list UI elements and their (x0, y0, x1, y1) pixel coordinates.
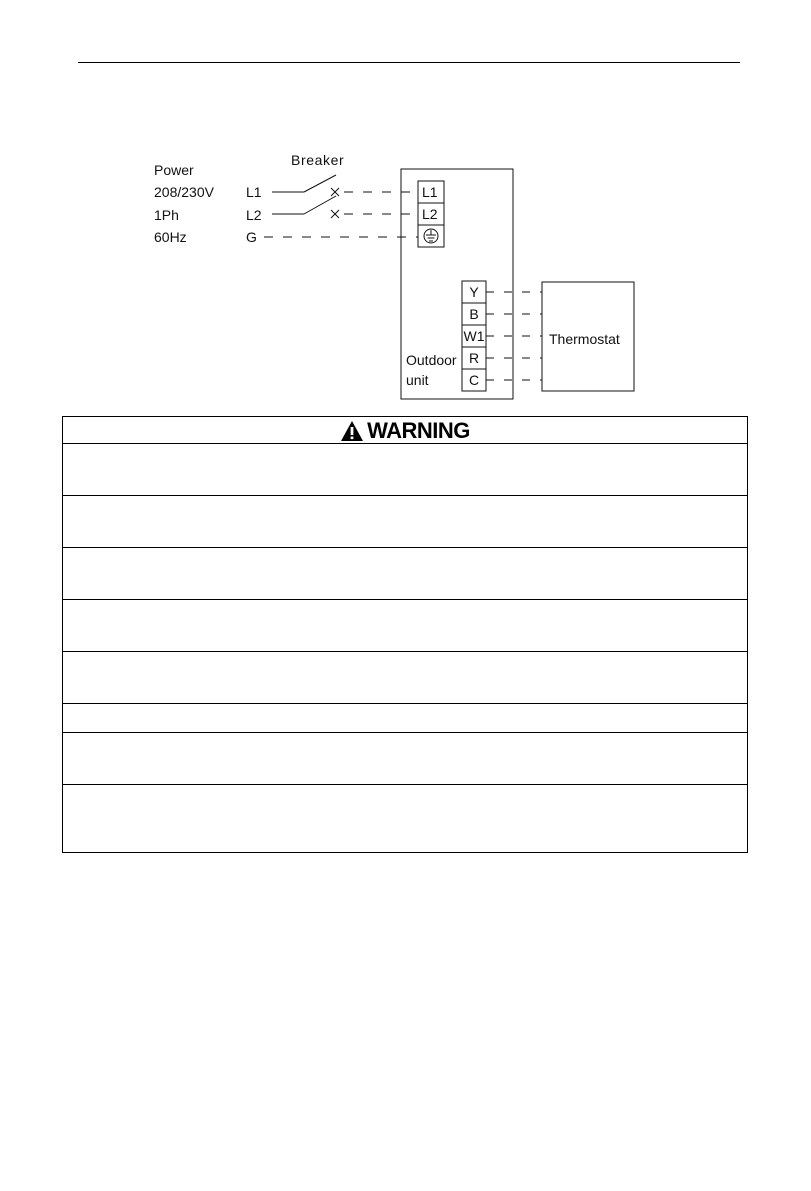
voltage-label: 208/230V (154, 184, 214, 200)
warning-row (63, 785, 748, 853)
terminal-c-label: C (468, 372, 480, 388)
line-l2-label: L2 (246, 207, 262, 223)
warning-row (63, 496, 748, 548)
warning-table (62, 416, 748, 853)
line-ground-label: G (246, 229, 257, 245)
ground-icon (424, 229, 438, 243)
power-label: Power (154, 162, 194, 178)
thermostat-wires (486, 292, 542, 380)
warning-row (63, 444, 748, 496)
terminal-ground (418, 225, 444, 247)
terminal-l2-label: L2 (422, 206, 438, 222)
warning-triangle-icon (340, 420, 364, 442)
terminal-l1-label: L1 (422, 184, 438, 200)
breaker-label: Breaker (291, 152, 345, 168)
warning-row (63, 652, 748, 704)
terminal-r-label: R (468, 350, 480, 366)
breaker-switch-l1 (272, 175, 418, 196)
line-l1-label: L1 (246, 184, 262, 200)
frequency-label: 60Hz (154, 229, 187, 245)
thermostat-label: Thermostat (549, 331, 620, 347)
wiring-diagram (0, 0, 811, 410)
warning-row (63, 548, 748, 600)
outdoor-unit-label-line2: unit (406, 372, 429, 388)
terminal-y-label: Y (469, 284, 479, 300)
warning-row (63, 600, 748, 652)
warning-row (63, 733, 748, 785)
outdoor-unit-label: Outdoor (406, 352, 457, 368)
breaker-switch-l2 (272, 196, 418, 218)
terminal-b-label: B (469, 306, 479, 322)
warning-row (63, 704, 748, 733)
phase-label: 1Ph (154, 207, 179, 223)
warning-header (63, 417, 748, 444)
terminal-w1-label: W1 (463, 328, 485, 344)
warning-title: WARNING (367, 417, 470, 443)
